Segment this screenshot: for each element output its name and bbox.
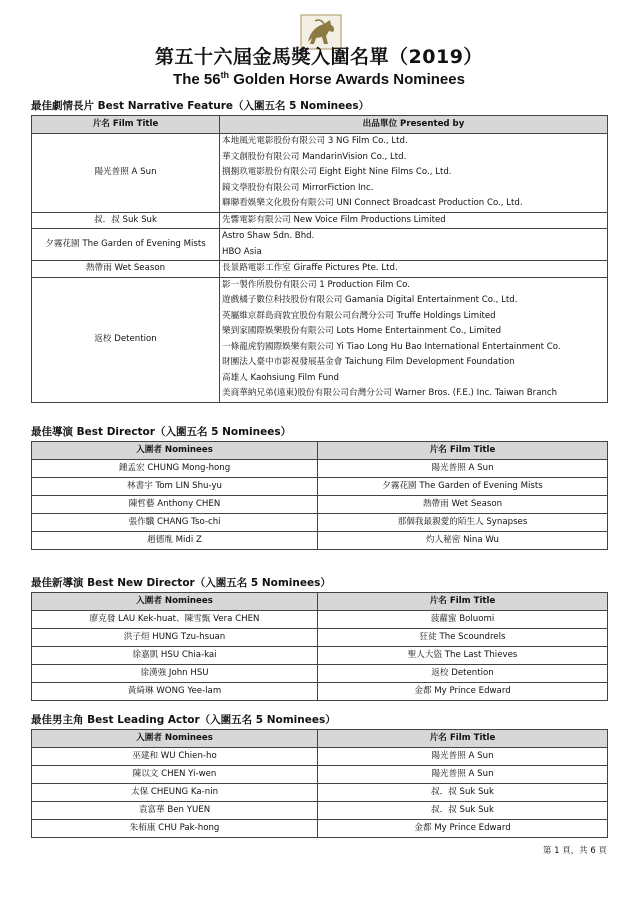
presenter-line: HBO Asia	[222, 246, 262, 257]
table-row	[32, 802, 608, 820]
film-title-cell: 夕霧花園 The Garden of Evening Mists	[318, 478, 608, 496]
presenter-line: 聯聯看娛樂文化股份有限公司 UNI Connect Broadcast Production Co., Ltd.	[222, 198, 523, 208]
best-leading-actor-table	[31, 729, 608, 838]
table-row	[32, 611, 608, 629]
column-header: 入圍者 Nominees	[32, 442, 318, 460]
presenter-line: 捌捌玖電影股份有限公司 Eight Eight Nine Films Co., Ltd.	[222, 167, 452, 177]
presenter-line: 影一製作所股份有限公司 1 Production Film Co.	[222, 279, 410, 290]
film-title-cell: 金都 My Prince Edward	[318, 820, 608, 838]
column-header: 片名 Film Title	[32, 116, 220, 134]
table-row	[32, 229, 608, 261]
column-header: 出品單位 Presented by	[220, 116, 608, 134]
nominee-cell: 巫建和 WU Chien-ho	[32, 748, 318, 766]
nominee-cell: 鍾孟宏 CHUNG Mong-hong	[32, 460, 318, 478]
nominee-cell: 張作驥 CHANG Tso-chi	[32, 514, 318, 532]
table-row	[32, 496, 608, 514]
table-row	[32, 683, 608, 701]
film-title-cell: 那個我最親愛的陌生人 Synapses	[318, 514, 608, 532]
nominee-cell: 陳以文 CHEN Yi-wen	[32, 766, 318, 784]
nominee-cell: 太保 CHEUNG Ka-nin	[32, 784, 318, 802]
film-title-cell: 夕霧花園 The Garden of Evening Mists	[32, 229, 220, 261]
page-number: 第 1 頁，共 6 頁	[542, 846, 607, 856]
presenter-cell	[220, 261, 608, 278]
presenter-line: 財團法人臺中市影視發展基金會 Taichung Film Development Foundation	[222, 357, 515, 367]
film-title-cell: 熱帶雨 Wet Season	[318, 496, 608, 514]
table-row	[32, 784, 608, 802]
nominee-cell: 徐漢強 John HSU	[32, 665, 318, 683]
presenter-line: 美商華納兄弟(遠東)股份有限公司台灣分公司 Warner Bros. (F.E.) Inc. Taiwan Branch	[222, 388, 558, 398]
presenter-line: 華文創股份有限公司 MandarinVision Co., Ltd.	[222, 151, 407, 162]
table-row	[32, 261, 608, 278]
nominee-cell: 朱栢康 CHU Pak-hong	[32, 820, 318, 838]
presenter-line: 遊戲橘子數位科技股份有限公司 Gamania Digital Entertainment Co., Ltd.	[222, 295, 518, 305]
film-title-cell: 叔．叔 Suk Suk	[318, 802, 608, 820]
table-row	[32, 647, 608, 665]
film-title-cell: 陽光普照 A Sun	[318, 748, 608, 766]
narrative-feature-table	[31, 115, 608, 403]
table-row	[32, 478, 608, 496]
column-header: 片名 Film Title	[318, 730, 608, 748]
presenter-line: 高雄人 Kaohsiung Film Fund	[222, 372, 339, 383]
table-row	[32, 766, 608, 784]
section-title-best-leading-actor: 最佳男主角 Best Leading Actor（入圍五名 5 Nominees）	[31, 714, 336, 726]
table-row	[32, 665, 608, 683]
section-title-best-new-director: 最佳新導演 Best New Director（入圍五名 5 Nominees）	[31, 577, 331, 589]
table-row	[32, 134, 608, 213]
presenter-line: 一條龍虎豹國際娛樂有限公司 Yi Tiao Long Hu Bao International Entertainment Co.	[222, 341, 561, 352]
film-title-cell: 陽光普照 A Sun	[318, 460, 608, 478]
nominee-cell: 趙德胤 Midi Z	[32, 532, 318, 550]
page-subtitle: The 56th Golden Horse Awards Nominees	[173, 70, 465, 88]
column-header: 片名 Film Title	[318, 593, 608, 611]
presenter-cell	[220, 212, 608, 229]
column-header: 入圍者 Nominees	[32, 593, 318, 611]
presenter-line: Astro Shaw Sdn. Bhd.	[222, 231, 315, 241]
presenter-line: 本地風光電影股份有限公司 3 NG Film Co., Ltd.	[222, 136, 408, 146]
film-title-cell: 狂徒 The Scoundrels	[318, 629, 608, 647]
nominee-cell: 徐嘉凱 HSU Chia-kai	[32, 647, 318, 665]
film-title-cell: 熱帶雨 Wet Season	[32, 261, 220, 278]
nominee-cell: 林書宇 Tom LIN Shu-yu	[32, 478, 318, 496]
section-title-best-director: 最佳導演 Best Director（入圍五名 5 Nominees）	[31, 426, 292, 438]
table-row	[32, 629, 608, 647]
film-title-cell: 叔．叔 Suk Suk	[32, 212, 220, 229]
presenter-line: 樂到家國際娛樂股份有限公司 Lots Home Entertainment Co., Limited	[222, 326, 502, 336]
film-title-cell: 返校 Detention	[32, 277, 220, 402]
film-title-cell: 聖人大盜 The Last Thieves	[318, 647, 608, 665]
table-row	[32, 277, 608, 402]
nominee-cell: 袁富華 Ben YUEN	[32, 802, 318, 820]
film-title-cell: 叔．叔 Suk Suk	[318, 784, 608, 802]
film-title-cell: 灼人秘密 Nina Wu	[318, 532, 608, 550]
best-director-table	[31, 441, 608, 550]
nominee-cell: 黃綺琳 WONG Yee-lam	[32, 683, 318, 701]
film-title-cell: 金都 My Prince Edward	[318, 683, 608, 701]
film-title-cell: 陽光普照 A Sun	[318, 766, 608, 784]
section-title-narrative-feature: 最佳劇情長片 Best Narrative Feature（入圍五名 5 Nominees）	[31, 100, 370, 112]
best-new-director-table	[31, 592, 608, 701]
table-row	[32, 820, 608, 838]
table-row	[32, 212, 608, 229]
presenter-cell	[220, 229, 608, 261]
presenter-line: 鏡文學股份有限公司 MirrorFiction Inc.	[222, 182, 374, 193]
nominee-cell: 廖克發 LAU Kek-huat、陳雪甄 Vera CHEN	[32, 611, 318, 629]
table-row	[32, 460, 608, 478]
table-row	[32, 748, 608, 766]
presenter-cell	[220, 277, 608, 402]
film-title-cell: 菠蘿蜜 Boluomi	[318, 611, 608, 629]
film-title-cell: 返校 Detention	[318, 665, 608, 683]
presenter-line: 先響電影有限公司 New Voice Film Productions Limited	[222, 214, 446, 225]
film-title-cell: 陽光普照 A Sun	[32, 134, 220, 213]
presenter-cell	[220, 134, 608, 213]
nominee-cell: 洪子烜 HUNG Tzu-hsuan	[32, 629, 318, 647]
page-title: 第五十六屆金馬獎入圍名單（2019）	[155, 46, 483, 68]
nominee-cell: 陳哲藝 Anthony CHEN	[32, 496, 318, 514]
table-row	[32, 514, 608, 532]
presenter-line: 英屬維京群島商敦宜股份有限公司台灣分公司 Truffe Holdings Limited	[222, 310, 496, 321]
column-header: 入圍者 Nominees	[32, 730, 318, 748]
presenter-line: 長景路電影工作室 Giraffe Pictures Pte. Ltd.	[222, 263, 398, 273]
table-row	[32, 532, 608, 550]
column-header: 片名 Film Title	[318, 442, 608, 460]
